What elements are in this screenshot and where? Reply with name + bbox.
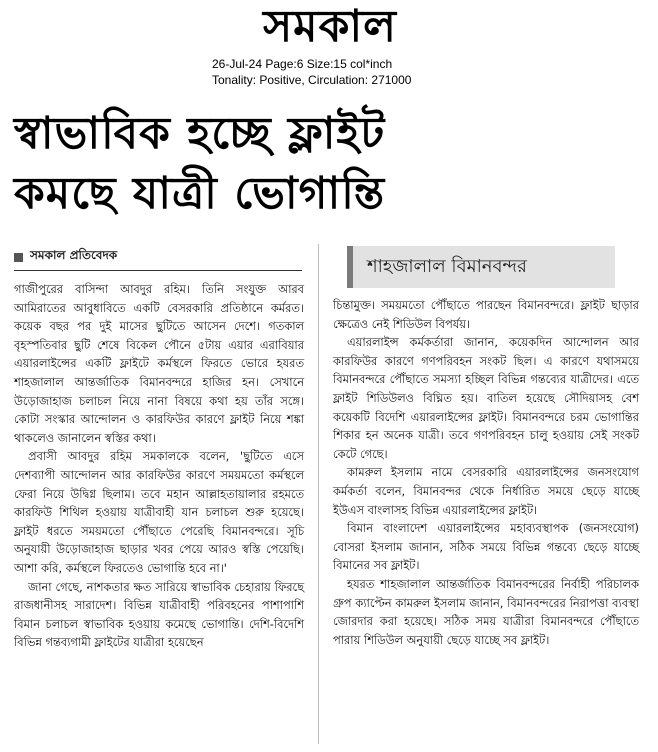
byline-row <box>14 244 302 271</box>
paragraph: এয়ারলাইন্স কর্মকর্তারা জানান, কয়েকদিন আন্দোলন আর কারফিউর কারণে গণপরিবহন সংকট ছিল। এ কারণে যথাসময়ে বিমানবন্দরে পৌঁছাতে সমস্যা হচ্ছিল বিভিন্ন গন্তব্যের যাত্রীদের। এতে ফ্লাইট শিডিউলও বিঘ্নিত হয়। বাতিল হয়েছে সৌদিয়াসহ বেশ কয়েকটি বিদেশি এয়ারলাইন্সের ফ্লাইট। বিমানবন্দরে চরম ভোগান্তির শিকার হন অনেক যাত্রী। তবে গণপরিবহন চালু হওয়ায় সেই সংকট কেটে গেছে। <box>333 335 639 461</box>
article-column-right <box>333 296 639 649</box>
paragraph: বিমান বাংলাদেশ এয়ারলাইন্সের মহাব্যবস্থাপক (জনসংযোগ) বোসরা ইসলাম জানান, সঠিক সময়ে বিভিন্ন গন্তব্যে ছেড়ে যাচ্ছে বিমানের সব ফ্লাইট। <box>333 521 639 573</box>
meta-line-date-page: 26-Jul-24 Page:6 Size:15 col*inch <box>212 57 393 71</box>
location-kicker <box>347 246 615 288</box>
headline-line-2: কমছে যাত্রী ভোগান্তি <box>14 168 386 219</box>
byline-bullet-icon <box>14 253 23 262</box>
article-column-left <box>14 280 304 652</box>
column-divider <box>318 244 319 744</box>
paragraph: কামরুল ইসলাম নামে বেসরকারি এয়ারলাইন্সের জনসংযোগ কর্মকর্তা বলেন, বিমানবন্দর থেকে নির্ধারিত সময়ে ছেড়ে যাচ্ছে ইউএস বাংলাসহ বিভিন্ন এয়ারলাইন্সের ফ্লাইট। <box>333 465 639 517</box>
paragraph: গাজীপুরের বাসিন্দা আবদুর রহিম। তিনি সংযুক্ত আরব আমিরাতের আবুধাবিতে একটি বেসরকারি প্রতিষ্ঠানে কর্মরত। কয়েক বছর পর দুই মাসের ছুটিতে আসেন দেশে। গতকাল বৃহস্পতিবার ছুটি শেষে বিকেল পৌনে ৫টায় এয়ার এরাবিয়ার এয়ারলাইন্সের একটি ফ্লাইটে কর্মস্থলে ফিরতে ভোরে হযরত শাহজালাল আন্তর্জাতিক বিমানবন্দরে হাজির হন। সেখানে উড়োজাহাজ চলাচল নিয়ে নানা বিষয়ে কথা হয় তাঁর সঙ্গে। কোটা সংস্কার আন্দোলন ও কারফিউর কারণে ফ্লাইট নিয়ে শঙ্কা থাকলেও জানালেন স্বস্তির কথা। <box>14 282 304 445</box>
clipping-meta <box>212 56 411 88</box>
headline <box>14 104 484 224</box>
paragraph: চিন্তামুক্ত। সময়মতো পৌঁছাতে পারছেন বিমানবন্দরে। ফ্লাইট ছাড়ার ক্ষেত্রেও নেই শিডিউল বিপর্যয়। <box>333 298 639 331</box>
headline-line-1: স্বাভাবিক হচ্ছে ফ্লাইট <box>14 108 386 159</box>
paragraph: হযরত শাহজালাল আন্তর্জাতিক বিমানবন্দরের নির্বাহী পরিচালক গ্রুপ ক্যাপ্টেন কামরুল ইসলাম জানান, বিমানবন্দরের নিরাপত্তা ব্যবস্থা জোরদার করা হয়েছে। সঠিক সময় যাত্রীরা বিমানবন্দরে পৌঁছাতে পারায় শিডিউল অনুযায়ী ছেড়ে যাচ্ছে সব ফ্লাইট। <box>333 576 639 647</box>
meta-line-tonality: Tonality: Positive, Circulation: 271000 <box>212 73 412 87</box>
kicker-label: শাহজালাল বিমানবন্দর <box>367 255 527 277</box>
paragraph: প্রবাসী আবদুর রহিম সমকালকে বলেন, 'ছুটিতে এসে দেশব্যাপী আন্দোলন আর কারফিউর কারণে সময়মতো কর্মস্থলে ফেরা নিয়ে উদ্বিগ্ন ছিলাম। তবে মহান আল্লাহতায়ালার রহমতে কারফিউ শিথিল হওয়ায় যাত্রীবাহী যান চলাচল শুরু হয়েছে। ফ্লাইট ধরতে সময়মতো পৌঁছাতে পেরেছি বিমানবন্দরে। সূচি অনুযায়ী উড়োজাহাজ ছাড়ার খবর পেয়ে আরও স্বস্তি পেয়েছি। আশা করি, কর্মস্থলে ফিরতেও ভোগান্তি হবে না।' <box>14 449 304 575</box>
newspaper-masthead: সমকাল <box>263 1 397 52</box>
paragraph: জানা গেছে, নাশকতার ক্ষত সারিয়ে স্বাভাবিক চেহারায় ফিরছে রাজধানীসহ সারাদেশ। বিভিন্ন যাত্রীবাহী পরিবহনের পাশাপাশি বিমান চলাচল স্বাভাবিক হওয়ায় কমেছে ভোগান্তি। দেশি-বিদেশি বিভিন্ন গন্তব্যগামী ফ্লাইটের যাত্রীরা হয়েছেন <box>14 579 304 650</box>
byline: সমকাল প্রতিবেদক <box>30 248 118 262</box>
